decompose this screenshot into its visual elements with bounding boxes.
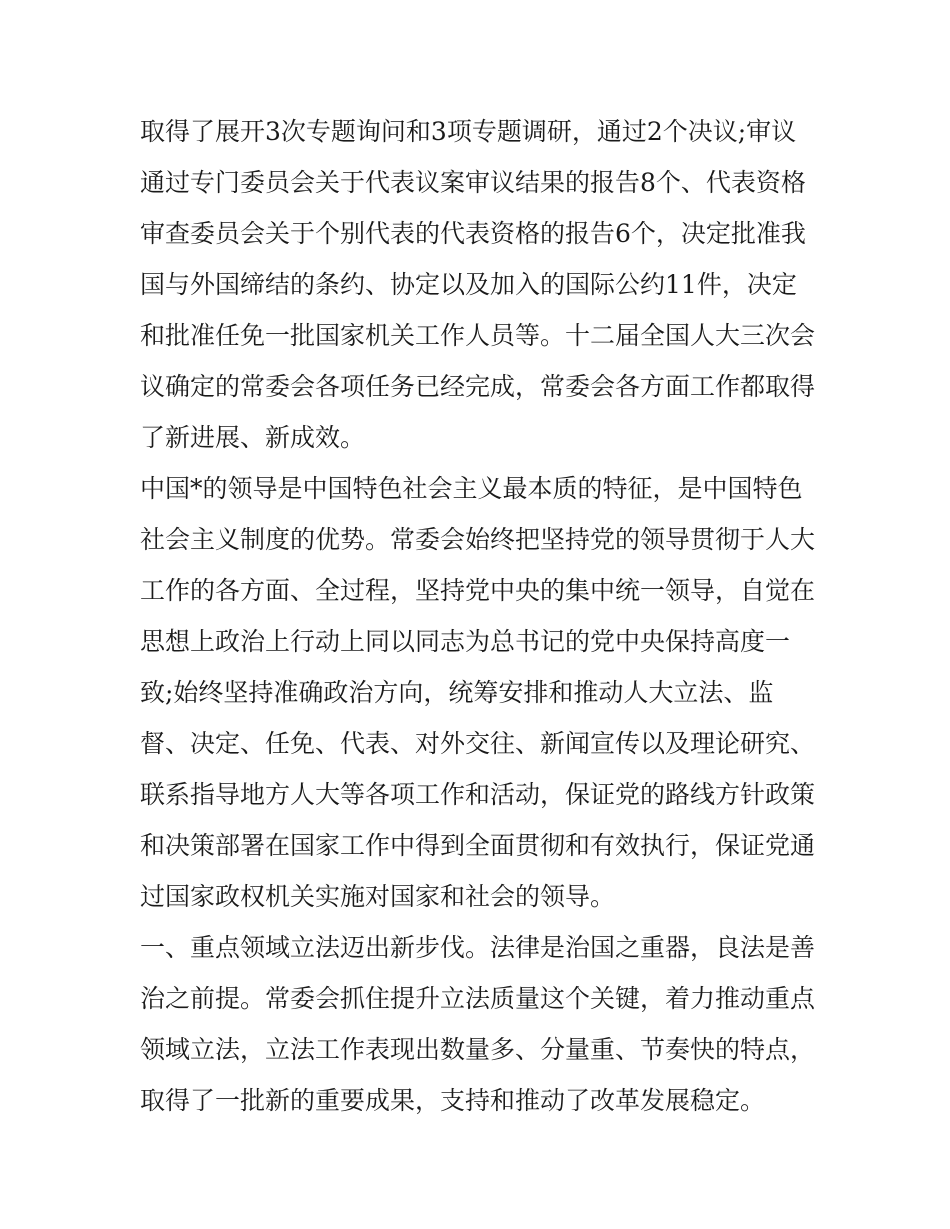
text-line: 一、重点领域立法迈出新步伐。法律是治国之重器，良法是善 xyxy=(140,933,816,962)
text-line: 中国*的领导是中国特色社会主义最本质的特征，是中国特色 xyxy=(140,474,803,503)
text-line: 治之前提。常委会抓住提升立法质量这个关键，着力推动重点 xyxy=(140,984,816,1013)
text-line: 联系指导地方人大等各项工作和活动，保证党的路线方针政策 xyxy=(140,780,816,809)
text-line: 审查委员会关于个别代表的代表资格的报告6个，决定批准我 xyxy=(140,219,806,248)
text-line: 国与外国缔结的条约、协定以及加入的国际公约11件，决定 xyxy=(140,270,797,299)
text-line: 取得了展开3次专题询问和3项专题调研，通过2个决议;审议 xyxy=(140,117,797,146)
text-line: 过国家政权机关实施对国家和社会的领导。 xyxy=(140,882,616,911)
text-line: 致;始终坚持准确政治方向，统筹安排和推动人大立法、监 xyxy=(140,678,774,707)
text-line: 和决策部署在国家工作中得到全面贯彻和有效执行，保证党通 xyxy=(140,831,816,860)
text-line: 领域立法，立法工作表现出数量多、分量重、节奏快的特点， xyxy=(140,1035,816,1064)
text-line: 了新进展、新成效。 xyxy=(140,423,366,452)
text-line: 思想上政治上行动上同以同志为总书记的党中央保持高度一 xyxy=(140,627,791,656)
text-line: 通过专门委员会关于代表议案审议结果的报告8个、代表资格 xyxy=(140,168,806,197)
text-line: 取得了一批新的重要成果，支持和推动了改革发展稳定。 xyxy=(140,1086,766,1115)
document-body xyxy=(140,106,820,1126)
text-line: 工作的各方面、全过程，坚持党中央的集中统一领导，自觉在 xyxy=(140,576,816,605)
text-line: 社会主义制度的优势。常委会始终把坚持党的领导贯彻于人大 xyxy=(140,525,816,554)
text-line: 督、决定、任免、代表、对外交往、新闻宣传以及理论研究、 xyxy=(140,729,816,758)
text-line: 和批准任免一批国家机关工作人员等。十二届全国人大三次会 xyxy=(140,321,816,350)
text-line: 议确定的常委会各项任务已经完成，常委会各方面工作都取得 xyxy=(140,372,816,401)
